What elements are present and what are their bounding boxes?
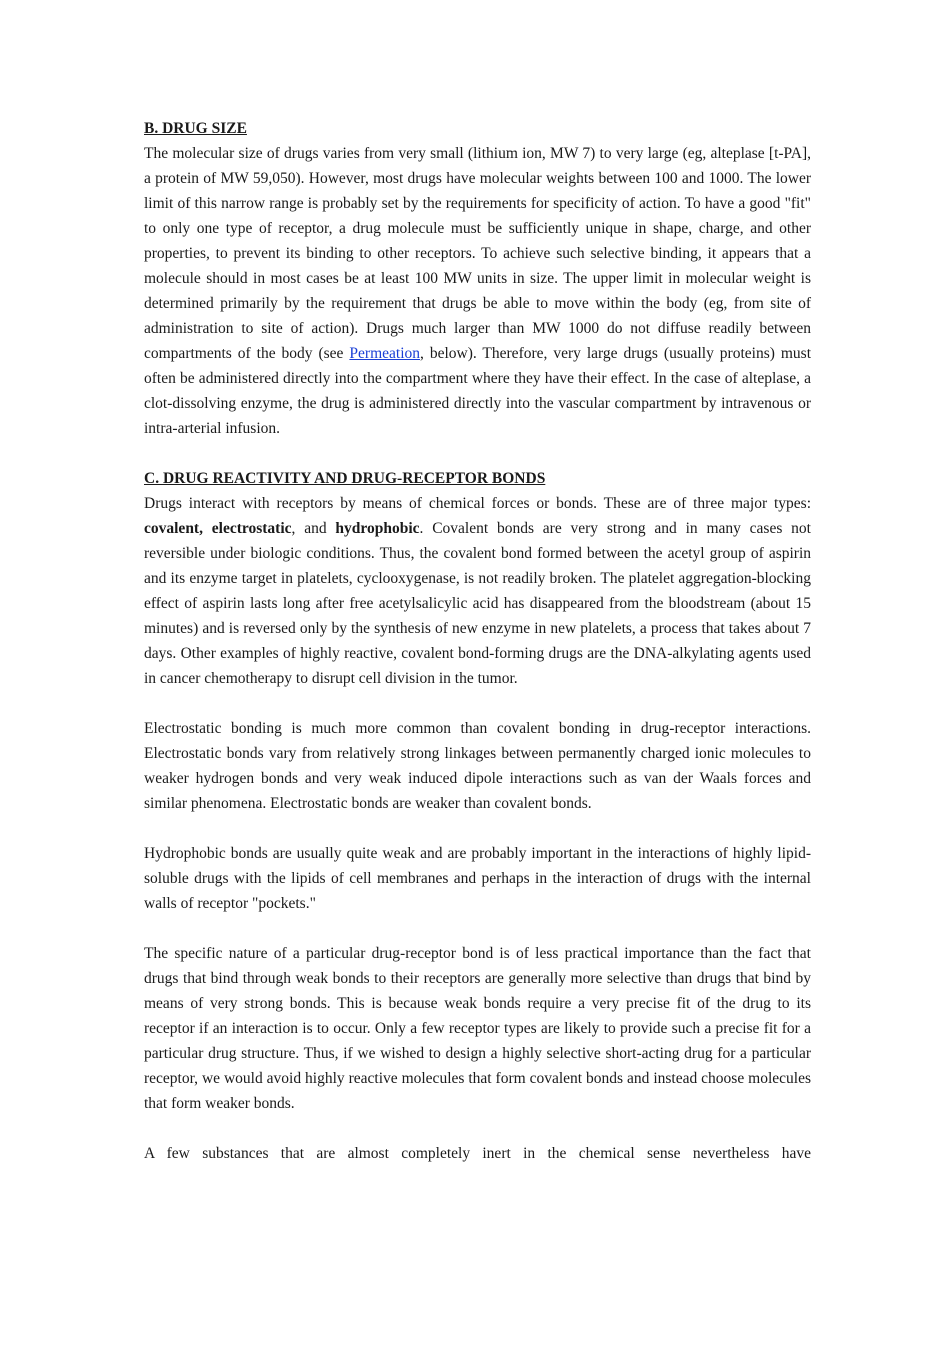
bond-types-paragraph [144,491,811,691]
paragraph-gap [144,816,811,841]
bold-covalent-electrostatic: covalent, electrostatic [144,520,292,537]
section-b-heading: B. DRUG SIZE [144,120,247,137]
drug-size-text-a: The molecular size of drugs varies from very small (lithium ion, MW 7) to very large (eg, alteplase [t-PA], a protein of MW 59,050). However, most drugs have molecular weights between 100 and 1000. The lower limit of this narrow range is probably set by the requirements for specificity of action. To have a good "fit" to only one type of receptor, a drug molecule must be sufficiently unique in shape, charge, and other properties, to prevent its binding to other receptors. To achieve such selective binding, it appears that a molecule should in most cases be at least 100 MW units in size. The upper limit in molecular weight is determined primarily by the requirement that drugs be able to move within the body (eg, from site of administration to site of action). Drugs much larger than MW 1000 do not diffuse readily between compartments of the body (see [144,145,811,362]
drug-size-paragraph [144,141,811,441]
paragraph-gap [144,441,811,466]
hydrophobic-paragraph: Hydrophobic bonds are usually quite weak and are probably important in the interactions of highly lipid-soluble drugs with the lipids of cell membranes and perhaps in the interaction of drugs with the internal walls of receptor "pockets." [144,845,811,912]
selectivity-paragraph: The specific nature of a particular drug-receptor bond is of less practical importance than the fact that drugs that bind through weak bonds to their receptors are generally more selective than drugs that bind by means of very strong bonds. This is because weak bonds require a very precise fit of the drug to its receptor if an interaction is to occur. Only a few receptor types are likely to provide such a precise fit for a particular drug structure. Thus, if we wished to design a highly selective short-acting drug for a particular receptor, we would avoid highly reactive molecules that form covalent bonds and instead choose molecules that form weaker bonds. [144,945,811,1112]
paragraph-gap [144,1116,811,1141]
section-c-heading: C. DRUG REACTIVITY AND DRUG-RECEPTOR BONDS [144,470,546,487]
inert-substances-paragraph: A few substances that are almost completely inert in the chemical sense nevertheless have [144,1145,811,1162]
bond-types-text-c: . Covalent bonds are very strong and in many cases not reversible under biologic conditions. Thus, the covalent bond formed between the acetyl group of aspirin and its enzyme target in platelets, cyclooxygenase, is not readily broken. The platelet aggregation-blocking effect of aspirin lasts long after free acetylsalicylic acid has disappeared from the bloodstream (about 15 minutes) and is reversed only by the synthesis of new enzyme in new platelets, a process that takes about 7 days. Other examples of highly reactive, covalent bond-forming drugs are the DNA-alkylating agents used in cancer chemotherapy to disrupt cell division in the tumor. [144,520,811,687]
paragraph-gap [144,916,811,941]
electrostatic-paragraph: Electrostatic bonding is much more common than covalent bonding in drug-receptor interactions. Electrostatic bonds vary from relatively strong linkages between permanently charged ionic molecules to weaker hydrogen bonds and very weak induced dipole interactions such as van der Waals forces and similar phenomena. Electrostatic bonds are weaker than covalent bonds. [144,720,811,812]
drug-size-text-b: , below). Therefore, very large drugs (usually proteins) must often be administered directly into the compartment where they have their effect. In the case of alteplase, a clot-dissolving enzyme, the drug is administered directly into the vascular compartment by intravenous or intra-arterial infusion. [144,345,812,437]
permeation-link[interactable]: Permeation [349,345,420,362]
bond-types-text-a: Drugs interact with receptors by means of chemical forces or bonds. These are of three major types: [144,495,811,512]
document-page [144,116,811,1166]
bond-types-text-b: , and [291,520,336,537]
paragraph-gap [144,691,811,716]
bold-hydrophobic: hydrophobic [335,520,420,537]
